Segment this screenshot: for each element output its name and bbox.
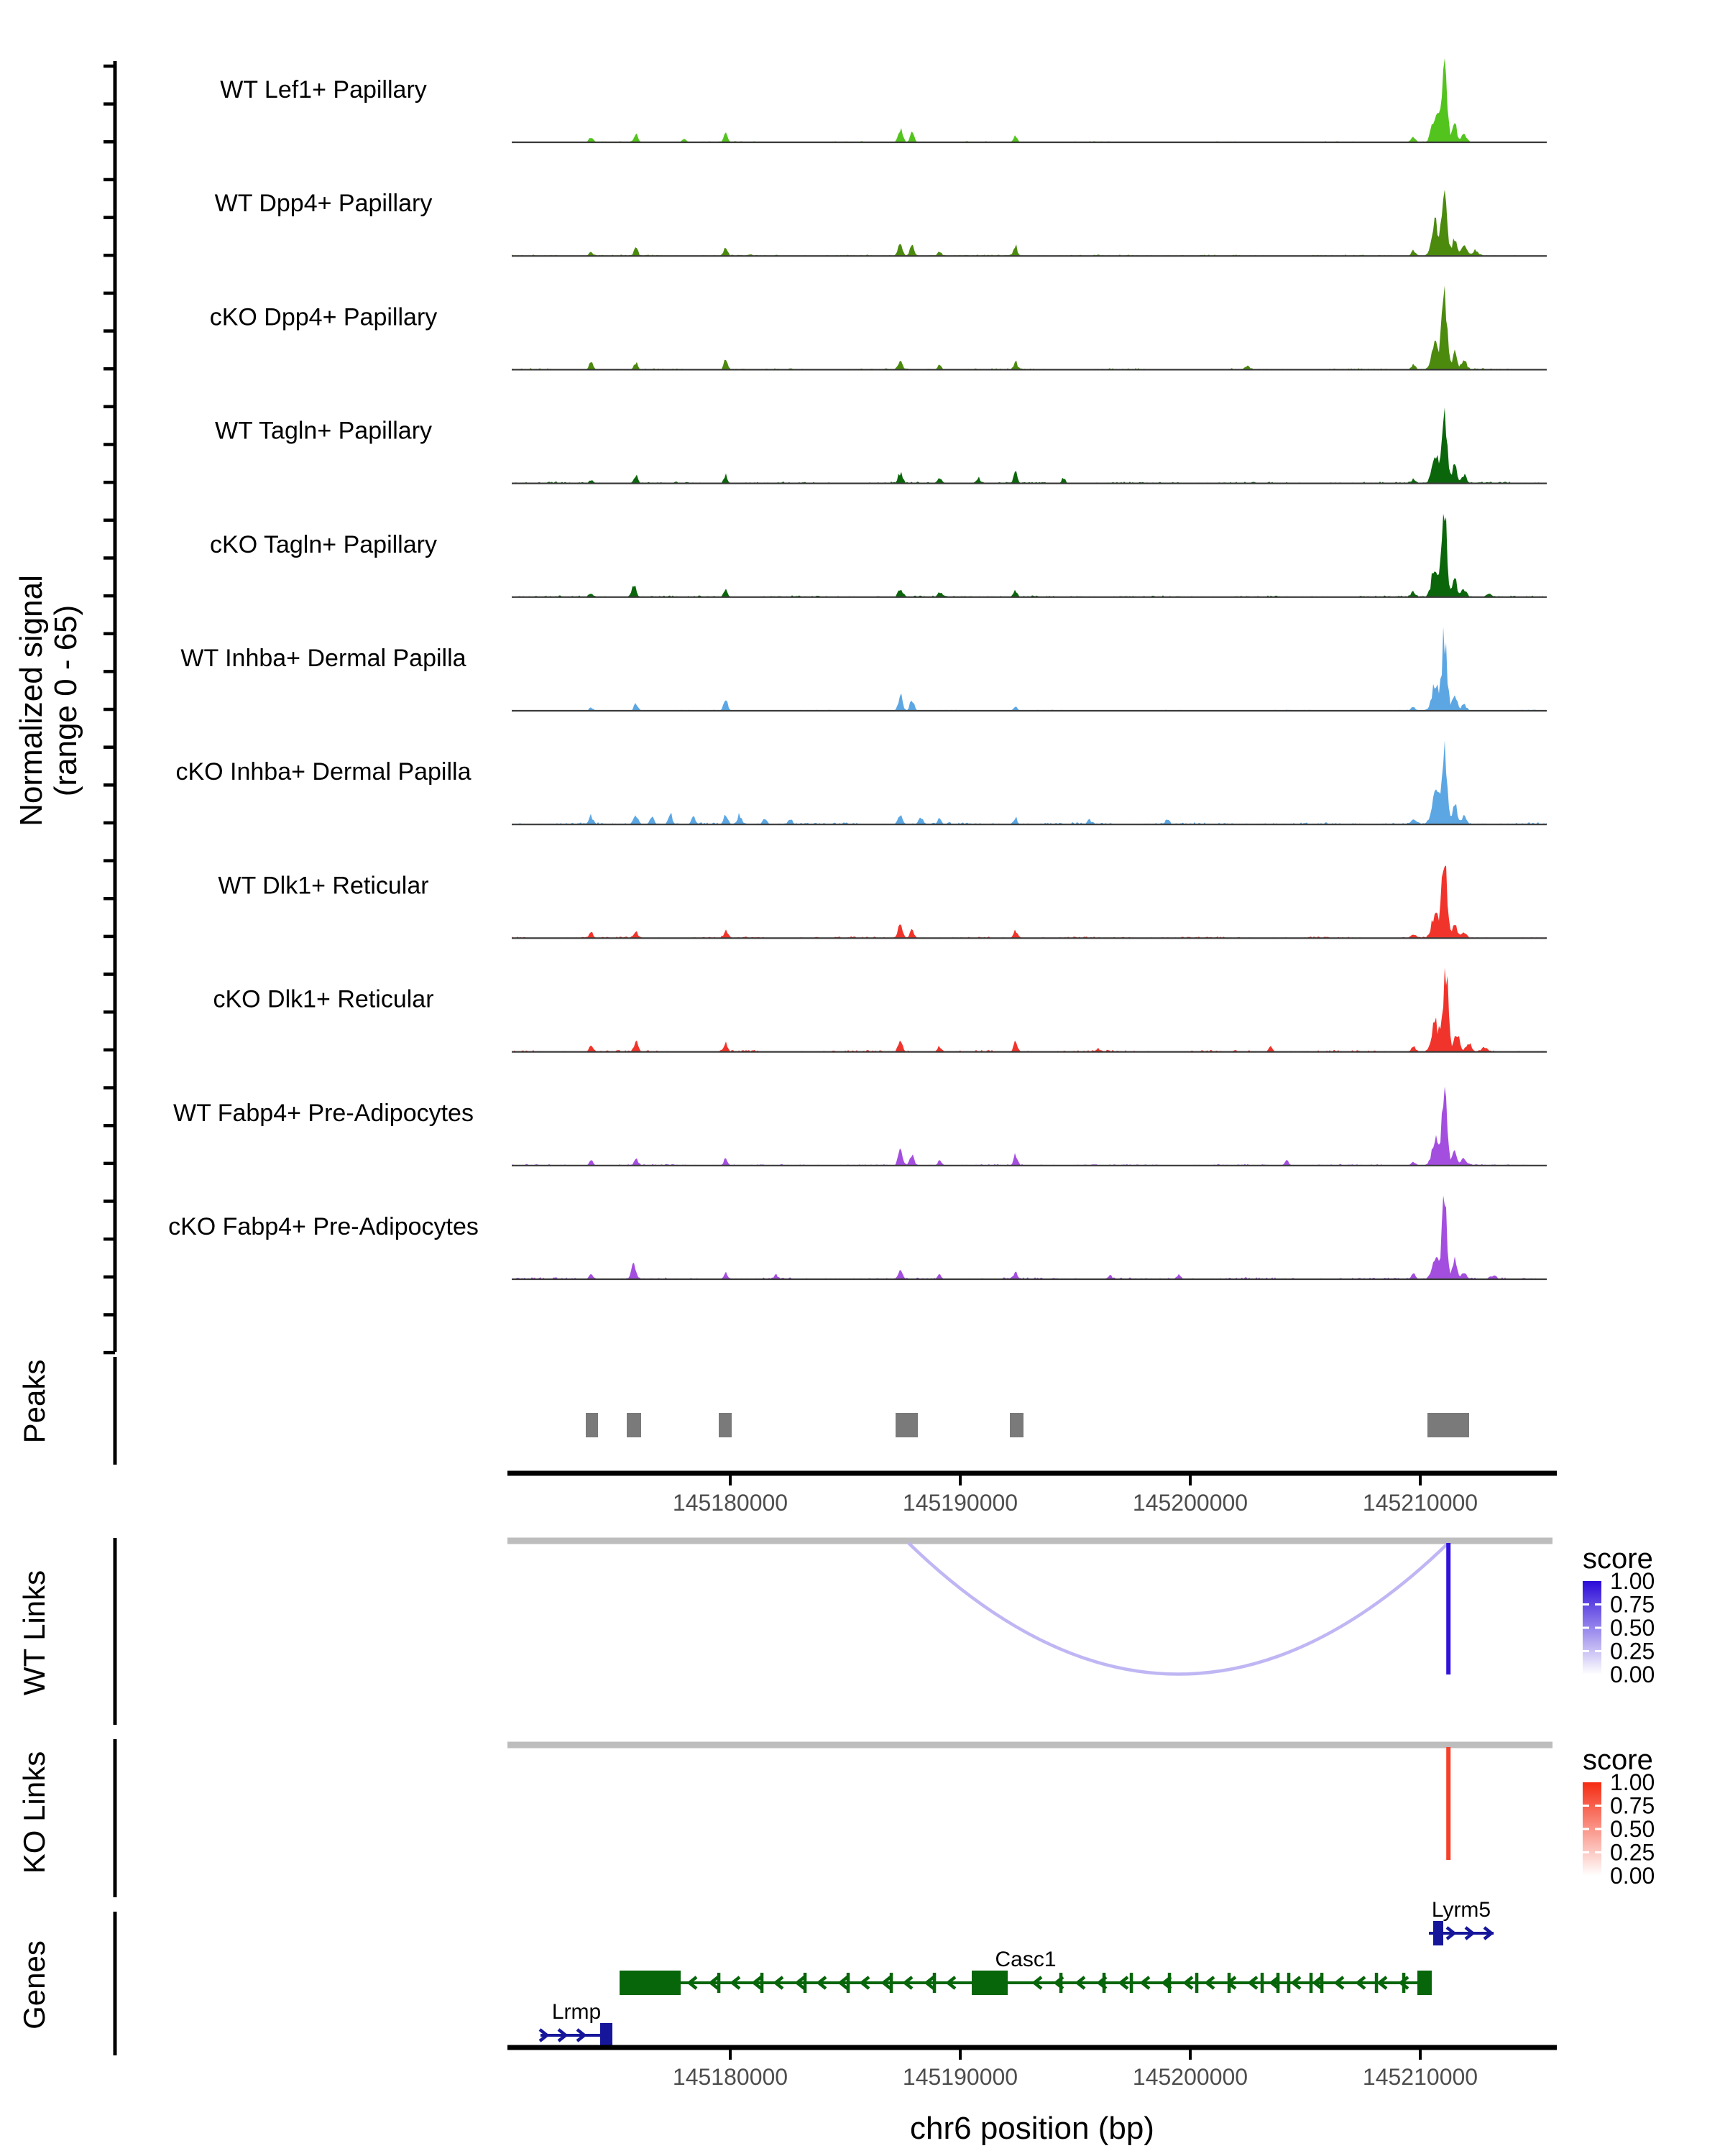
gene-exon-tick: [1375, 1973, 1379, 1993]
gene-exon-tick: [760, 1973, 764, 1993]
peak-interval: [627, 1413, 641, 1437]
gene-exon-tick: [933, 1973, 937, 1993]
gene-exon-tick: [1261, 1973, 1264, 1993]
track-label: WT Tagln+ Papillary: [214, 417, 433, 445]
gene-name-label: Casc1: [995, 1948, 1057, 1971]
legend-tick-label: 1.00: [1610, 1568, 1655, 1594]
track-label: cKO Dpp4+ Papillary: [209, 303, 438, 331]
ko-links-group: [115, 1739, 1655, 1897]
gene-model: [540, 2000, 612, 2047]
gene-exon-tick: [1402, 1973, 1406, 1993]
signal-area: [512, 627, 1547, 711]
gene-name-label: Lyrm5: [1431, 1898, 1491, 1922]
track-label: WT Dlk1+ Reticular: [218, 872, 429, 900]
signal-area: [512, 968, 1547, 1052]
gene-exon-tick: [1059, 1973, 1063, 1993]
peak-interval: [1010, 1413, 1024, 1437]
gene-exon-box: [1433, 1921, 1443, 1945]
signal-area: [512, 58, 1547, 142]
gene-model: [620, 1948, 1432, 1995]
peak-interval: [896, 1413, 918, 1437]
gene-exon-tick: [1168, 1973, 1172, 1993]
gene-exon-box: [1417, 1971, 1432, 1995]
gene-exon-box: [972, 1971, 1008, 1995]
x-tick-label: 145210000: [1362, 2064, 1478, 2090]
wt-links-group: [115, 1538, 1655, 1725]
ko-links-legend: [1583, 1769, 1655, 1889]
signal-track: [168, 1196, 1547, 1280]
section-label-peaks: Peaks: [17, 1359, 51, 1444]
gene-name-label: Lrmp: [551, 2000, 602, 2024]
track-label: cKO Fabp4+ Pre-Adipocytes: [168, 1213, 479, 1240]
peaks-track-group: [115, 1357, 1469, 1465]
x-axis-bottom-group: [507, 2047, 1557, 2090]
x-tick-label: 145200000: [1132, 2064, 1248, 2090]
legend-tick-label: 0.75: [1610, 1591, 1655, 1618]
legend-tick-label: 0.00: [1610, 1662, 1655, 1687]
signal-track: [175, 740, 1547, 824]
peak-interval: [719, 1413, 732, 1437]
gene-exon-tick: [1276, 1973, 1280, 1993]
section-label-ko-links: KO Links: [17, 1751, 51, 1874]
signal-track: [215, 190, 1547, 256]
section-label-genes: Genes: [17, 1940, 51, 2030]
wt-links-legend-title: score: [1583, 1543, 1653, 1575]
gene-exon-tick: [717, 1973, 721, 1993]
legend-tick-label: 0.25: [1610, 1839, 1655, 1866]
gene-exon-tick: [1130, 1973, 1133, 1993]
legend-tick-label: 0.00: [1610, 1863, 1655, 1889]
track-label: cKO Dlk1+ Reticular: [213, 985, 434, 1013]
wt-links-link-arc: [908, 1543, 1448, 1674]
signal-track: [213, 968, 1547, 1052]
gene-exon-tick: [1310, 1973, 1313, 1993]
signal-area: [512, 285, 1547, 369]
signal-track: [173, 1087, 1547, 1166]
x-tick-label: 145200000: [1132, 1490, 1248, 1516]
gene-exon-tick: [1195, 1973, 1199, 1993]
gene-exon-box: [620, 1971, 681, 1995]
x-tick-label: 145190000: [902, 1490, 1018, 1516]
signal-track: [180, 627, 1547, 711]
track-label: cKO Inhba+ Dermal Papilla: [175, 758, 472, 786]
section-label-wt-links: WT Links: [17, 1570, 51, 1696]
signal-track: [210, 514, 1547, 597]
signal-area: [512, 1087, 1547, 1166]
signal-area: [512, 190, 1547, 256]
signal-area: [512, 865, 1547, 938]
gene-model: [1429, 1898, 1494, 1945]
legend-tick-label: 0.75: [1610, 1792, 1655, 1819]
legend-tick-label: 0.50: [1610, 1615, 1655, 1641]
x-axis-title: chr6 position (bp): [910, 2111, 1154, 2146]
signal-area: [512, 407, 1547, 484]
y-axis-group: [104, 61, 115, 1353]
peak-interval: [1427, 1413, 1469, 1437]
gene-exon-tick: [1320, 1973, 1324, 1993]
gene-exon-tick: [1228, 1973, 1231, 1993]
signal-area: [512, 514, 1547, 597]
gene-exon-tick: [890, 1973, 893, 1993]
wt-links-legend: [1583, 1568, 1655, 1687]
x-tick-label: 145210000: [1362, 1490, 1478, 1516]
track-label: WT Dpp4+ Papillary: [214, 190, 433, 218]
peak-interval: [586, 1413, 598, 1437]
gene-exon-tick: [847, 1973, 850, 1993]
signal-tracks-group: [168, 58, 1547, 1279]
track-label: WT Inhba+ Dermal Papilla: [180, 645, 466, 672]
gene-exon-tick: [1287, 1973, 1291, 1993]
gene-exon-tick: [804, 1973, 807, 1993]
x-axis-middle-group: [507, 1473, 1557, 1516]
track-label: WT Lef1+ Papillary: [220, 76, 427, 103]
x-tick-label: 145180000: [672, 1490, 788, 1516]
gene-exon-box: [600, 2023, 612, 2047]
signal-area: [512, 1196, 1547, 1280]
signal-track: [220, 58, 1547, 142]
signal-track: [215, 407, 1547, 484]
track-label: WT Fabp4+ Pre-Adipocytes: [173, 1099, 474, 1127]
legend-tick-label: 0.50: [1610, 1816, 1655, 1842]
y-axis-title-line1: Normalized signal: [14, 575, 49, 826]
legend-tick-label: 1.00: [1610, 1769, 1655, 1795]
x-tick-label: 145190000: [902, 2064, 1018, 2090]
track-label: cKO Tagln+ Papillary: [210, 530, 437, 558]
signal-track: [210, 285, 1547, 369]
ko-links-legend-title: score: [1583, 1744, 1653, 1776]
x-tick-label: 145180000: [672, 2064, 788, 2090]
y-axis-title-line2: (range 0 - 65): [48, 604, 83, 797]
legend-tick-label: 0.25: [1610, 1638, 1655, 1664]
signal-area: [512, 740, 1547, 824]
genes-track-group: [115, 1898, 1494, 2055]
gene-exon-tick: [1103, 1973, 1106, 1993]
signal-track: [218, 865, 1547, 938]
